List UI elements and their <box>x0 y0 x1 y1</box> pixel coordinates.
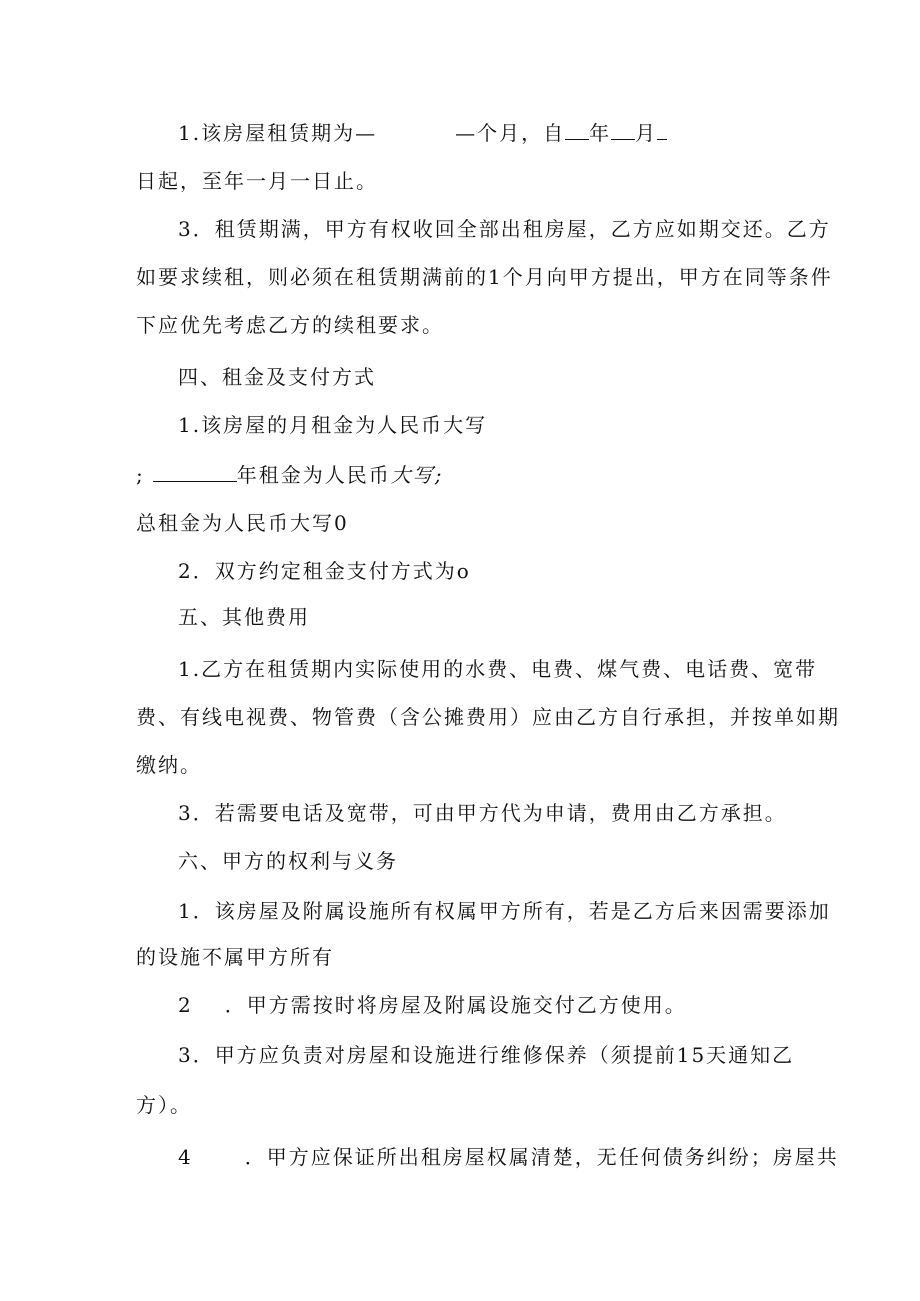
year-blank <box>565 121 589 140</box>
clause-3-line-2: 如要求续租，则必须在租赁期满前的1个月向甲方提出，甲方在同等条件 <box>136 265 833 289</box>
annual-rent-blank <box>153 463 237 482</box>
delivery-number: 2 <box>178 993 193 1017</box>
delivery-text: ．甲方需按时将房屋及附属设施交付乙方使用。 <box>224 993 687 1017</box>
maintenance-line-2: 方）。 <box>136 1093 192 1117</box>
rent-annual-line <box>136 462 444 488</box>
title-clause <box>178 1144 839 1170</box>
clause-3-line-3: 下应优先考虑乙方的续租要求。 <box>136 313 444 337</box>
rent-monthly: 1.该房屋的月租金为人民币大写 <box>178 413 488 437</box>
lease-term-end: 日起，至年一月一日止。 <box>136 169 378 193</box>
delivery-clause <box>178 992 687 1018</box>
day-blank <box>657 121 667 140</box>
rent-annual-prefix: ; <box>136 463 145 487</box>
ownership-line-2: 的设施不属甲方所有 <box>136 945 334 969</box>
maintenance-line-1: 3．甲方应负责对房屋和设施进行维修保养（须提前15天通知乙 <box>178 1043 795 1067</box>
rent-annual-text: 年租金为人民币 <box>236 463 391 487</box>
clause-3-line-1: 3．租赁期满，甲方有权收回全部出租房屋，乙方应如期交还。乙方 <box>178 217 831 241</box>
fees-line-2: 费、有线电视费、物管费（含公摊费用）应由乙方自行承担，并按单如期 <box>136 705 840 729</box>
title-number: 4 <box>178 1145 193 1169</box>
month-blank <box>611 121 635 140</box>
lease-term-prefix: 1.该房屋租赁期为— <box>178 121 378 145</box>
lease-term-months: —个月，自 <box>455 121 566 145</box>
lease-term-line <box>178 120 667 146</box>
lease-term-month: 月 <box>635 121 658 145</box>
lease-term-year: 年 <box>589 121 612 145</box>
section-5-heading: 五、其他费用 <box>178 605 310 629</box>
section-4-heading: 四、租金及支付方式 <box>178 365 376 389</box>
title-text: ．甲方应保证所出租房屋权属清楚，无任何债务纠纷；房屋共 <box>244 1145 839 1169</box>
ownership-line-1: 1．该房屋及附属设施所有权属甲方所有，若是乙方后来因需要添加 <box>178 899 831 923</box>
fees-line-3: 缴纳。 <box>136 753 202 777</box>
rent-annual-suffix: 大写; <box>390 463 444 487</box>
section-6-heading: 六、甲方的权利与义务 <box>178 849 398 873</box>
rent-total: 总租金为人民币大写0 <box>136 511 349 535</box>
phone-broadband: 3．若需要电话及宽带，可由甲方代为申请，费用由乙方承担。 <box>178 801 787 825</box>
payment-method: 2．双方约定租金支付方式为o <box>178 559 471 583</box>
fees-line-1: 1.乙方在租赁期内实际使用的水费、电费、煤气费、电话费、宽带 <box>178 657 818 681</box>
